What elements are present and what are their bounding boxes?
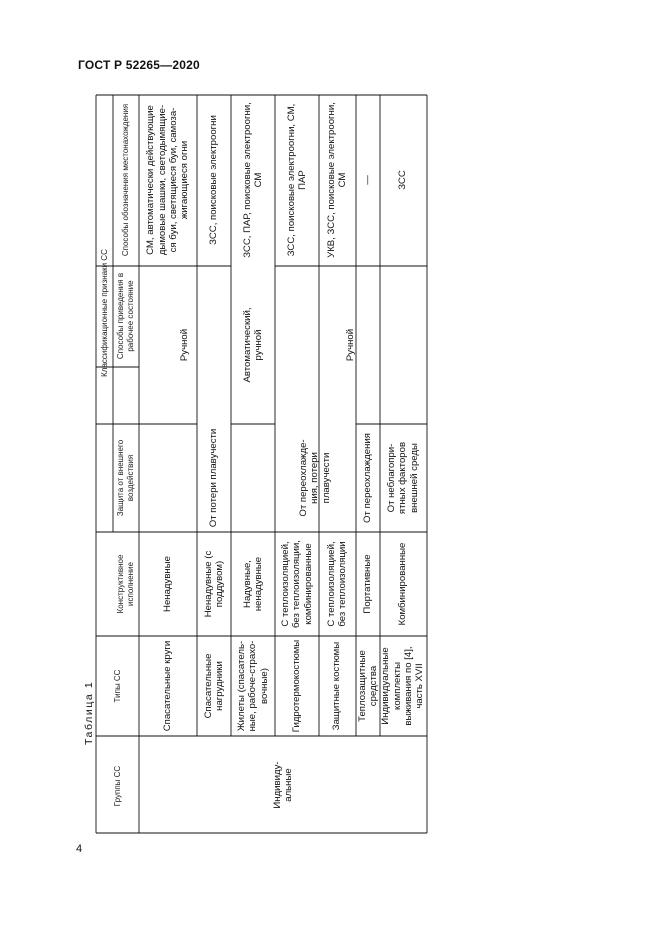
- protection-buoyancy: От потери плавучести: [208, 428, 220, 528]
- page-number: 4: [76, 843, 83, 855]
- protection-environment: От неблагопри- ятных факторов внешней среды: [385, 441, 420, 515]
- location-thermal-aids: —: [362, 175, 374, 185]
- type-lifejackets-bib: Спасательные нагрудники: [202, 653, 225, 719]
- type-protective-suits: Защитные костюмы: [331, 641, 343, 731]
- location-lifebuoys: СМ, автоматически действующие дымовые шашки, светодымящие- ся буи, светящиеся буи, самоза- жигающиеся огни: [145, 104, 191, 256]
- construction-inflatable: Надувные, ненадувные: [241, 556, 264, 612]
- location-immersion-suits: ЗСС, поисковые электроогни, СМ, ПАР: [285, 103, 308, 257]
- header-activation: Способы приведения в рабочее состояние: [116, 272, 135, 360]
- header-groups: Группы СС: [113, 765, 123, 807]
- construction-nonInflatable-blowup: Ненадувные (с поддувом): [202, 550, 225, 618]
- construction-insulated: С теплоизоляцией, без теплоизоляции: [325, 541, 348, 627]
- construction-combined: Комбинированные: [397, 542, 409, 626]
- header-types: Типы СС: [113, 669, 123, 703]
- location-vests: ЗСС, ПАР, поисковые электроогни, СМ: [241, 102, 264, 258]
- header-protection: Защита от внешнего воздействия: [116, 439, 135, 517]
- type-immersion-suits: Гидротермокостюмы: [291, 639, 303, 733]
- construction-insulated-combined: С теплоизоляцией, без теплоизоляции, комбинированные: [279, 540, 314, 628]
- type-thermal-aids: Теплозащитные средства: [356, 650, 379, 722]
- protection-hypothermia: От переохлаждения: [362, 433, 374, 523]
- protection-hypothermia-buoyancy: От переохлажде- ния, потери плавучести: [297, 439, 332, 517]
- activation-manual-2: Ручной: [345, 328, 357, 362]
- location-protective-suits: УКВ, ЗСС, поисковые электроогни, СМ: [325, 102, 348, 258]
- construction-portable: Портативные: [362, 554, 374, 614]
- activation-manual-1: Ручной: [179, 328, 191, 362]
- activation-auto-manual: Автоматический, ручной: [241, 307, 264, 383]
- type-survival-kits: Индивидуальные комплекты выживания по [4], часть XVII: [380, 646, 426, 726]
- running-header: ГОСТ Р 52265—2020: [78, 58, 200, 72]
- header-location: Способы обозначения местонахождения: [121, 103, 131, 257]
- group-individual: Индивиду- альные: [271, 761, 294, 809]
- header-construction: Конструктивное исполнение: [116, 554, 135, 614]
- header-classification: Классификационные признаки СС: [100, 249, 110, 377]
- table-caption: Таблица 1: [83, 680, 95, 745]
- type-lifebuoys: Спасательные круги: [162, 640, 174, 732]
- location-survival-kits: ЗСС: [397, 170, 409, 190]
- type-vests: Жилеты (спасатель- ные, рабоче-страхо- вочные): [235, 640, 270, 732]
- construction-nonInflatable: Ненадувные: [162, 556, 174, 612]
- location-bib: ЗСС, поисковые электроогни: [208, 115, 220, 245]
